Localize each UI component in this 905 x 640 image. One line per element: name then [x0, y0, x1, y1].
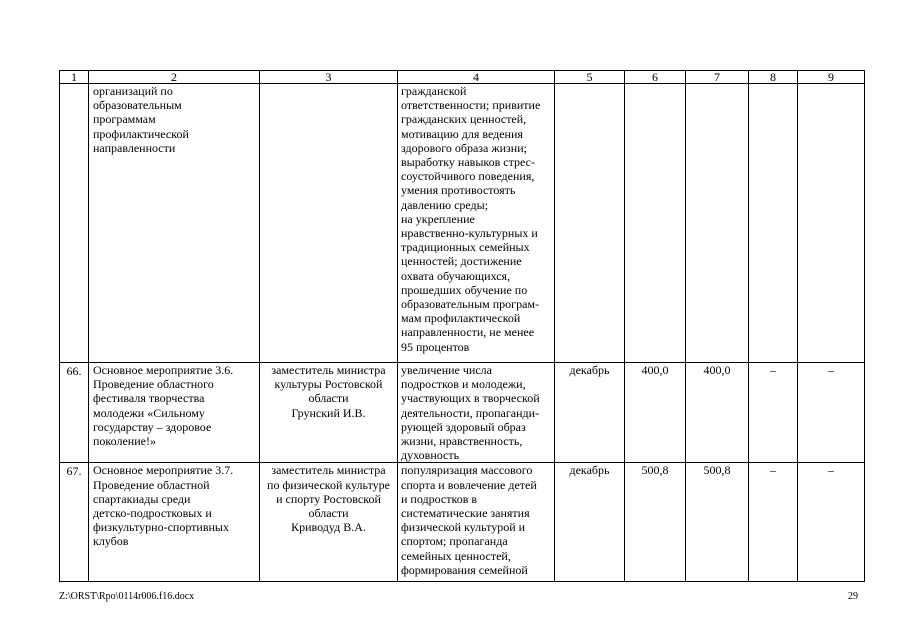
- value-text: –: [828, 463, 834, 478]
- deadline-cell: [555, 463, 625, 582]
- file-path: Z:\ORST\Rpo\0114r006.f16.docx: [59, 591, 195, 602]
- row-number: 66.: [66, 364, 82, 378]
- responsible-cell: [260, 84, 398, 363]
- responsible-cell: [260, 463, 398, 582]
- column-number: 5: [555, 71, 625, 84]
- value-cell: [625, 363, 686, 463]
- measure-text: организаций по образовательным программам профилактической направленности: [93, 84, 189, 155]
- value-text: –: [828, 363, 834, 377]
- result-cell: [398, 463, 555, 582]
- value-text: 400,0: [641, 363, 669, 377]
- value-cell: [686, 363, 749, 463]
- value-cell: [798, 463, 865, 582]
- result-text: популяризация массового спорта и вовлечение детей и подростков в систематические занятия физической культурой и спортом; пропаганда семейных ценностей, формирования семейной: [401, 463, 537, 577]
- measure-text: Основное мероприятие 3.6. Проведение областного фестиваля творчества молодежи «Сильному государству – здоровое поколение!»: [93, 363, 234, 449]
- deadline-cell: [555, 84, 625, 363]
- value-cell: [749, 363, 798, 463]
- row-number-cell: [60, 363, 89, 463]
- result-text: увеличение числа подростков и молодежи, участвующих в творческой деятельности, пропаганди- рующей здоровый образ жизни, нравственность, духовность: [401, 363, 540, 463]
- value-cell: [686, 84, 749, 363]
- column-number: 2: [89, 71, 260, 84]
- table-row: [60, 463, 865, 582]
- value-cell: [625, 84, 686, 363]
- value-cell: [686, 463, 749, 582]
- column-number-row: [60, 71, 865, 84]
- value-cell: [749, 84, 798, 363]
- row-number: [60, 84, 88, 85]
- table-row: [60, 84, 865, 363]
- column-number: 8: [749, 71, 798, 84]
- column-number: 7: [686, 71, 749, 84]
- column-number: 6: [625, 71, 686, 84]
- column-number: 4: [398, 71, 555, 84]
- measure-cell: [89, 463, 260, 582]
- measures-table: [59, 70, 865, 582]
- value-text: 500,8: [641, 463, 669, 478]
- row-number-cell: [60, 84, 89, 363]
- measure-cell: [89, 84, 260, 363]
- value-cell: [798, 84, 865, 363]
- result-cell: [398, 84, 555, 363]
- row-number: 67.: [66, 464, 82, 479]
- column-number: 9: [798, 71, 865, 84]
- measure-text: Основное мероприятие 3.7. Проведение областной спартакиады среди детско-подростковых и физкультурно-спортивных клубов: [93, 463, 234, 549]
- value-text: 400,0: [703, 363, 731, 377]
- value-text: 500,8: [703, 463, 731, 478]
- value-text: –: [770, 463, 776, 478]
- column-number: 3: [260, 71, 398, 84]
- table-row: [60, 363, 865, 463]
- value-cell: [625, 463, 686, 582]
- row-number-cell: [60, 463, 89, 582]
- value-text: –: [770, 363, 776, 377]
- value-cell: [798, 363, 865, 463]
- result-text: гражданской ответственности; привитие гражданских ценностей, мотивацию для ведения здорового образа жизни; выработку навыков стрес- соустойчивого поведения, умения противостоять давлению среды; на укрепление нравственно-культурных и традиционных семейных ценностей; достижение охвата обучающихся, прошедших обучение по образовательным програм- мам профилактической направленности, не менее 95 процентов: [401, 84, 541, 354]
- measure-cell: [89, 363, 260, 463]
- responsible-text: заместитель министра культуры Ростовской области Грунский И.В.: [271, 363, 386, 420]
- deadline-text: декабрь: [569, 463, 610, 478]
- deadline-cell: [555, 363, 625, 463]
- value-cell: [749, 463, 798, 582]
- deadline-text: декабрь: [569, 363, 610, 377]
- responsible-text: заместитель министра по физической культуре и спорту Ростовской области Криводуд В.А.: [267, 463, 390, 535]
- page-number: 29: [848, 591, 858, 602]
- column-number: 1: [60, 71, 89, 84]
- result-cell: [398, 363, 555, 463]
- responsible-cell: [260, 363, 398, 463]
